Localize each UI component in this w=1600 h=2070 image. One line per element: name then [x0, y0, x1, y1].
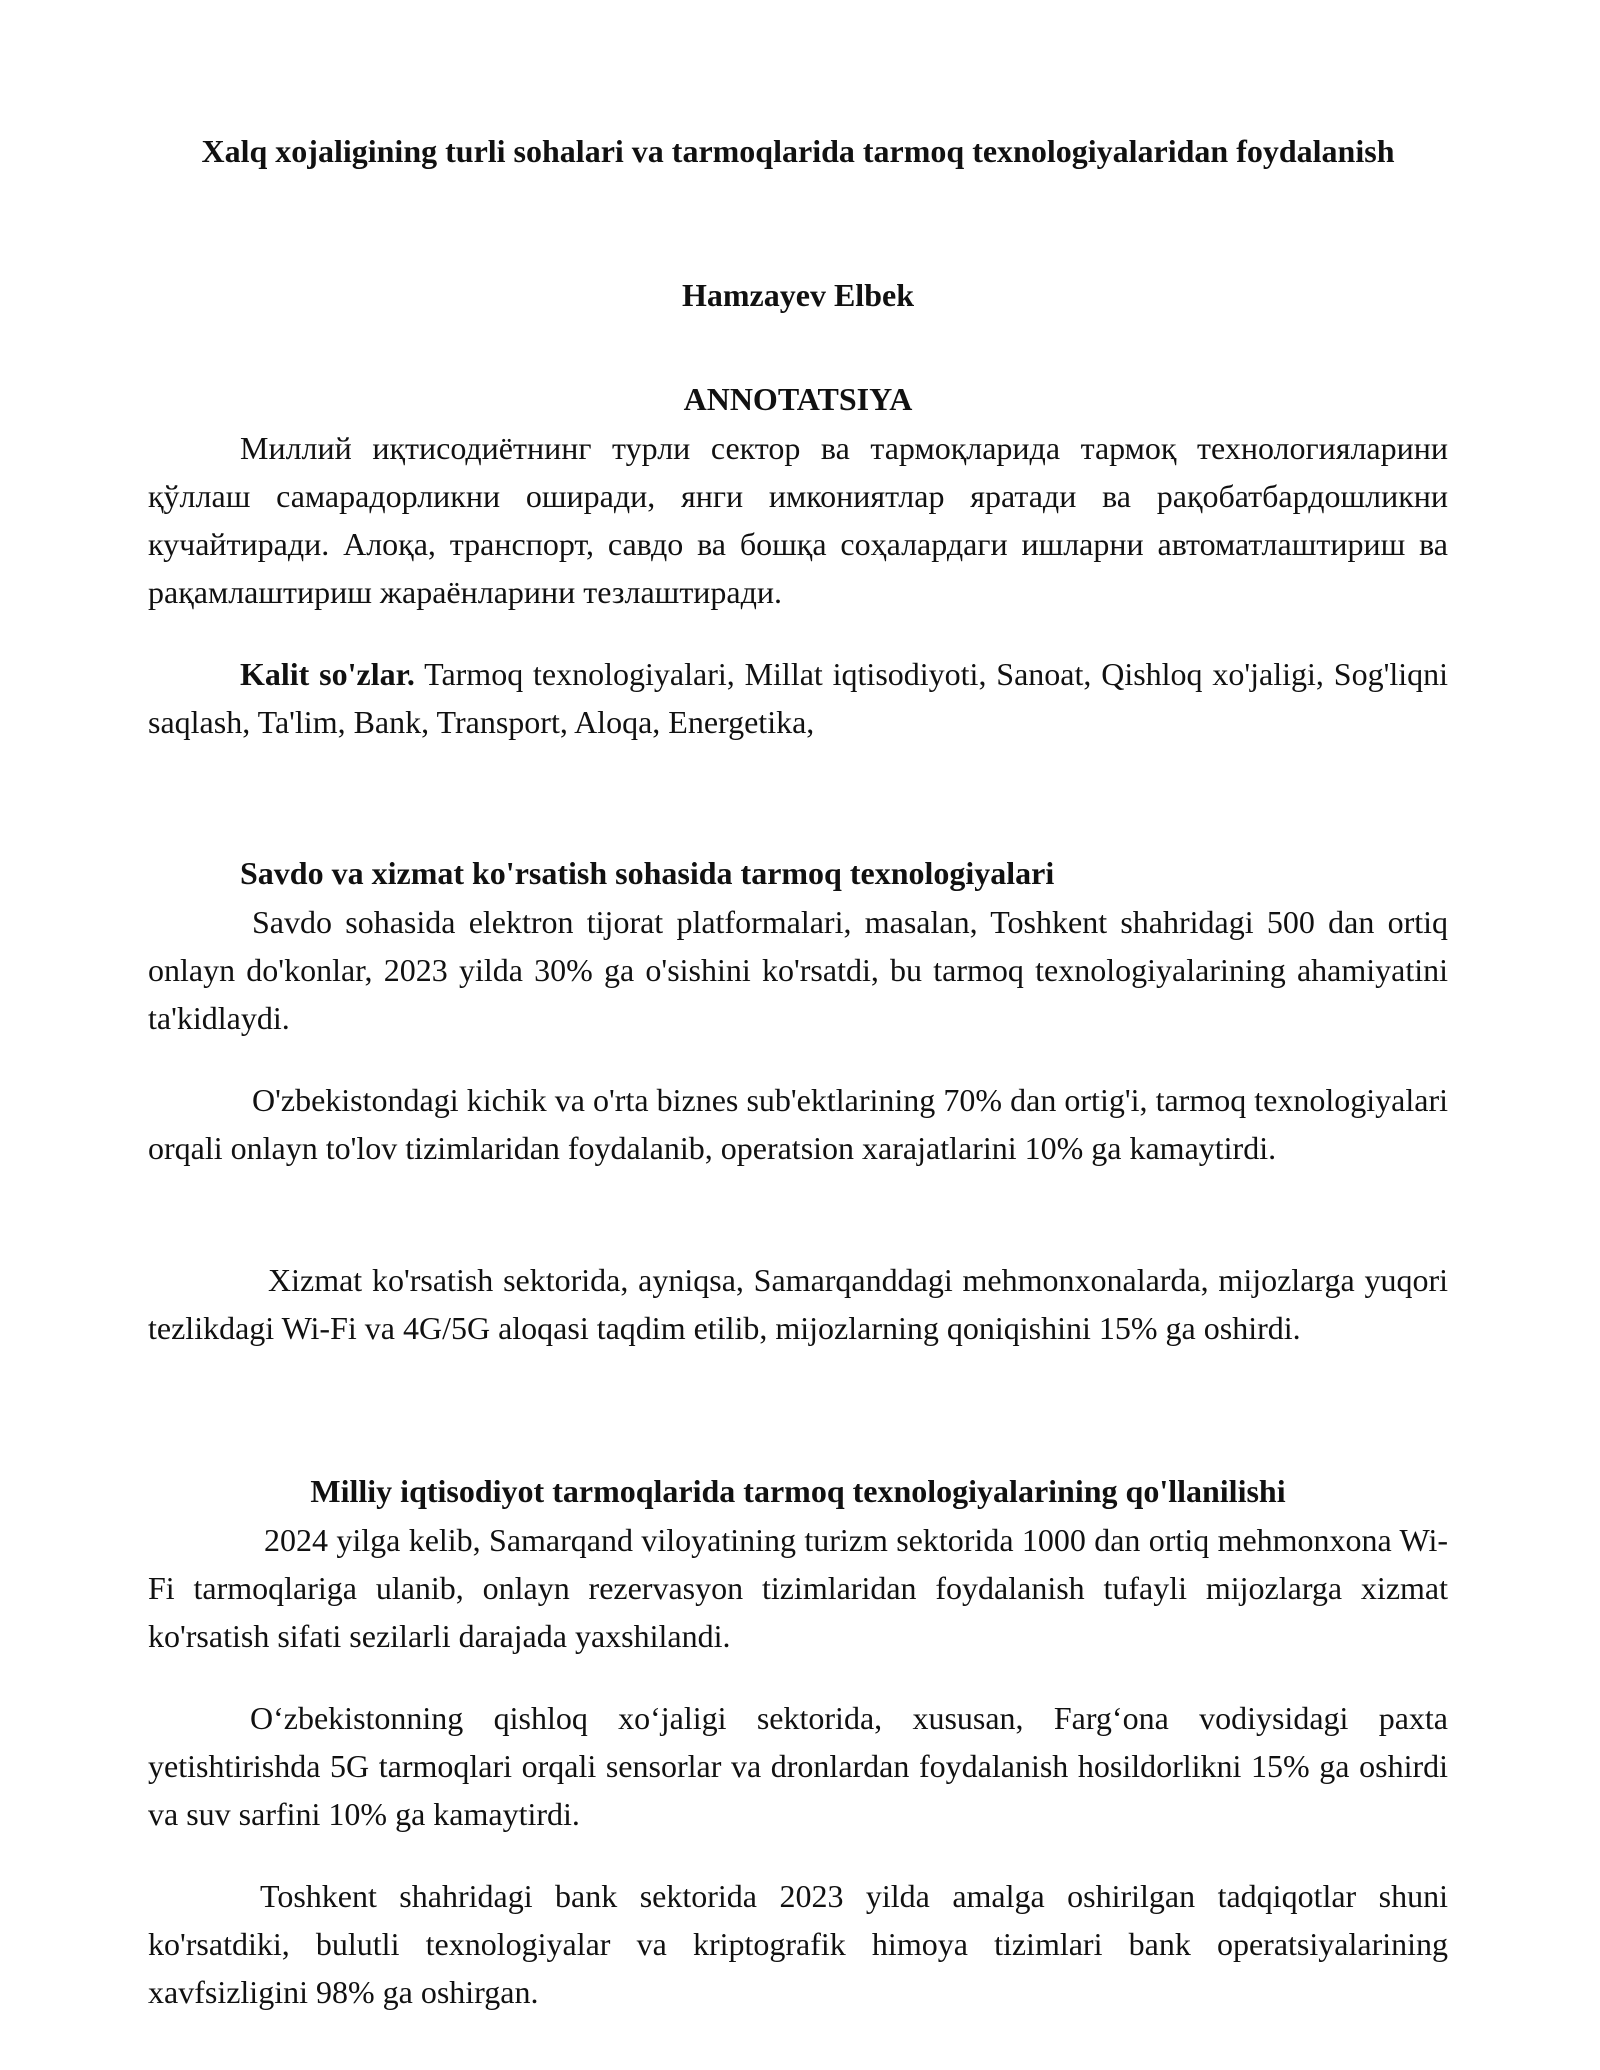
- paragraph-economy-1: 2024 yilga kelib, Samarqand viloyatining turizm sektorida 1000 dan ortiq mehmonxona Wi-Fi tarmoqlariga ulanib, onlayn rezervasyon tizimlaridan foydalanish tufayli mijozlarga xizmat ko'rsatish sifati sezilarli darajada yaxshilandi.: [148, 1522, 1448, 1654]
- annotation-text: Миллий иқтисодиётнинг турли сектор ва тармоқларида тармоқ технологияларини қўллаш самарадорликни оширади, янги имкониятлар яратади ва рақобатбардошликни кучайтиради. Алоқа, транспорт, савдо ва бошқа соҳалардаги ишларни автоматлаштириш ва рақамлаштириш жараёнларини тезлаштиради.: [148, 430, 1448, 610]
- keywords-paragraph: [148, 650, 1448, 746]
- annotation-heading: ANNOTATSIYA: [683, 381, 913, 417]
- author-name: Hamzayev Elbek: [682, 277, 914, 313]
- document-title: Xalq xojaligining turli sohalari va tarmoqlarida tarmoq texnologiyalaridan foydalanish: [201, 133, 1395, 169]
- paragraph-trade-2: O'zbekistondagi kichik va o'rta biznes sub'ektlarining 70% dan ortig'i, tarmoq texnologiyalari orqali onlayn to'lov tizimlaridan foydalanib, operatsion xarajatlarini 10% ga kamaytirdi.: [148, 1082, 1448, 1166]
- keywords-text: Tarmoq texnologiyalari, Millat iqtisodiyoti, Sanoat, Qishloq xo'jaligi, Sog'liqni saqlash, Ta'lim, Bank, Transport, Aloqa, Energetika,: [148, 656, 1449, 740]
- paragraph-trade-1: Savdo sohasida elektron tijorat platformalari, masalan, Toshkent shahridagi 500 dan ortiq onlayn do'konlar, 2023 yilda 30% ga o'sishini ko'rsatdi, bu tarmoq texnologiyalarining ahamiyatini ta'kidlaydi.: [148, 904, 1448, 1036]
- keywords-label: Kalit so'zlar.: [240, 656, 415, 692]
- section-heading-economy: Milliy iqtisodiyot tarmoqlarida tarmoq texnologiyalarining qo'llanilishi: [310, 1473, 1286, 1509]
- paragraph-economy-2: Oʻzbekistonning qishloq xoʻjaligi sektorida, xususan, Fargʻona vodiysidagi paxta yetishtirishda 5G tarmoqlari orqali sensorlar va dronlardan foydalanish hosildorlikni 15% ga oshirdi va suv sarfini 10% ga kamaytirdi.: [148, 1700, 1448, 1832]
- paragraph-economy-3: Toshkent shahridagi bank sektorida 2023 yilda amalga oshirilgan tadqiqotlar shuni ko'rsatdiki, bulutli texnologiyalar va kriptografik himoya tizimlari bank operatsiyalarining xavfsizligini 98% ga oshirgan.: [148, 1878, 1448, 2010]
- paragraph-trade-3: Xizmat ko'rsatish sektorida, ayniqsa, Samarqanddagi mehmonxonalarda, mijozlarga yuqori tezlikdagi Wi-Fi va 4G/5G aloqasi taqdim etilib, mijozlarning qoniqishini 15% ga oshirdi.: [148, 1262, 1448, 1346]
- section-heading-trade: Savdo va xizmat ko'rsatish sohasida tarmoq texnologiyalari: [240, 855, 1055, 891]
